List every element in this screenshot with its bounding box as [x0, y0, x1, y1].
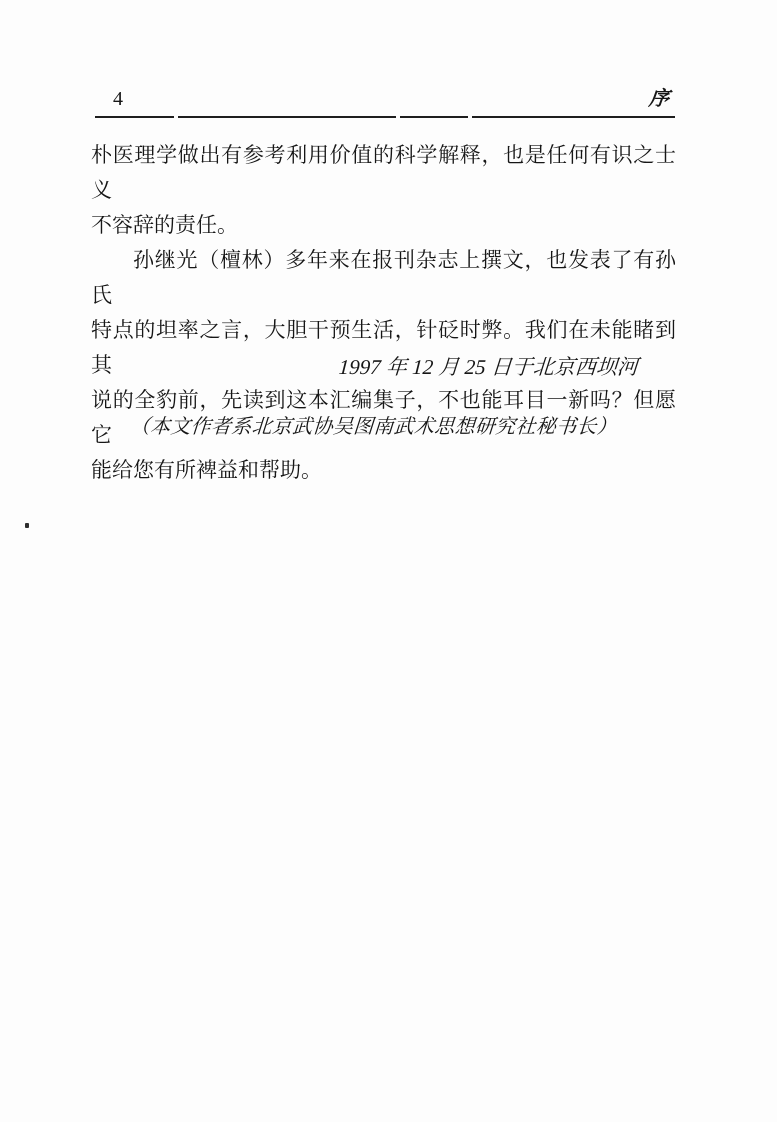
- text-line: 说的全豹前，先读到这本汇编集子，不也能耳目一新吗？但愿它: [91, 388, 676, 447]
- page-number: 4: [113, 88, 123, 110]
- text-line: 孙继光（檀林）多年来在报刊杂志上撰文，也发表了有孙氏: [91, 248, 676, 307]
- text-line: 不容辞的责任。: [91, 213, 238, 237]
- header-rule: [95, 116, 675, 118]
- text-line: 特点的坦率之言，大胆干预生活，针砭时弊。我们在未能睹到其: [91, 318, 676, 377]
- text-line: 能给您有所裨益和帮助。: [91, 458, 322, 482]
- author-note: （本文作者系北京武协吴图南武术思想研究社秘书长）: [129, 416, 618, 438]
- ink-speck-artifact: [25, 523, 29, 528]
- running-header: [113, 86, 669, 110]
- dateline: 1997 年 12 月 25 日于北京西坝河: [337, 355, 639, 379]
- text-line: 朴医理学做出有参考利用价值的科学解释，也是任何有识之士义: [91, 143, 676, 202]
- running-header-title: 序: [647, 88, 671, 110]
